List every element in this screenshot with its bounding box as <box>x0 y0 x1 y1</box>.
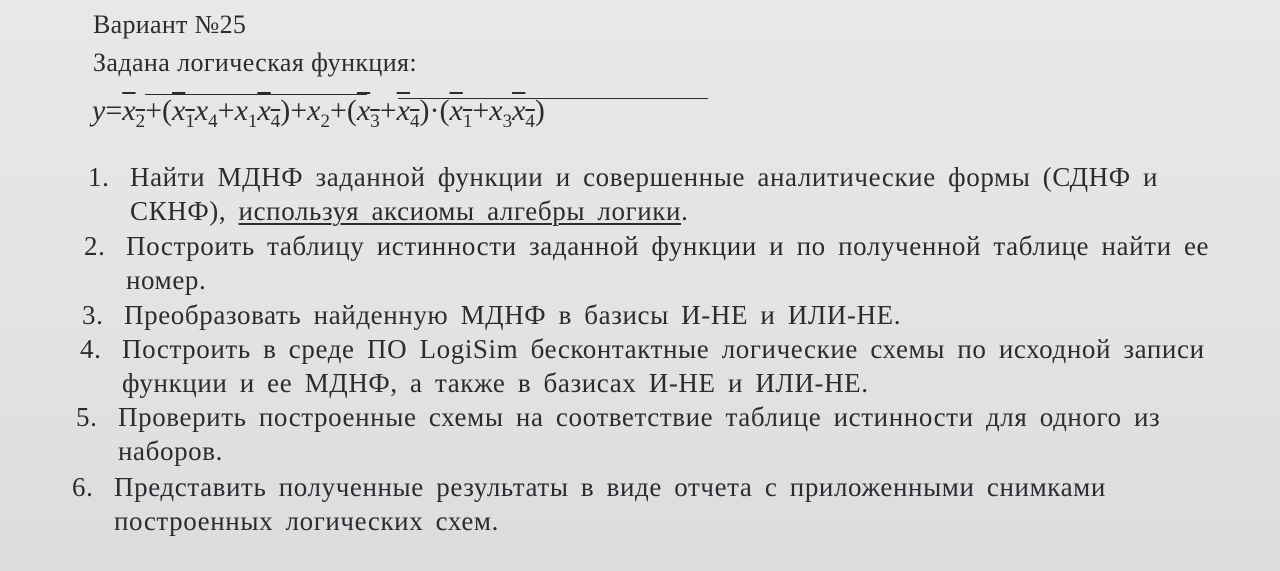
formula-negation-bar-first-group <box>145 94 367 95</box>
formula-equals: = <box>105 94 123 127</box>
formula-x2-negated: $x_2$ <box>122 94 146 132</box>
formula-y: y <box>92 94 106 127</box>
formula-x4-negated: $x_4$ <box>257 94 281 132</box>
task-text-line: Проверить построенные схемы на соответствие таблице истинности для одного из <box>118 402 1161 432</box>
task-number: 4. <box>80 334 102 364</box>
task-text-line: наборов. <box>118 436 223 466</box>
formula-x3-negated: $x_3$ <box>356 94 380 132</box>
variant-title: Вариант №25 <box>93 10 247 39</box>
formula-x1-negated: $x_1$ <box>449 94 473 132</box>
formula-plus: + <box>379 94 397 127</box>
formula-x4: $x_4$ <box>194 94 218 132</box>
task-item-3 <box>82 298 1232 332</box>
task-number: 3. <box>82 300 104 330</box>
formula-x4-negated: $x_4$ <box>396 94 420 132</box>
task-number: 1. <box>88 162 110 192</box>
formula-paren-close: ) <box>534 94 545 127</box>
task-item-6 <box>72 470 1232 538</box>
formula-x2: $x_2$ <box>307 94 330 132</box>
task-text-line: Представить полученные результаты в виде отчета с приложенными снимками <box>114 472 1106 502</box>
formula-plus: + <box>472 94 490 127</box>
task-text-line: СКНФ), используя аксиомы алгебры логики. <box>130 196 689 226</box>
task-text-line: Построить таблицу истинности заданной функции и по полученной таблице найти ее <box>126 231 1210 261</box>
task-text-line: функции и ее МДНФ, а также в базисах И-НЕ и ИЛИ-НЕ. <box>122 368 869 398</box>
task-text-line: построенных логических схем. <box>114 506 499 536</box>
formula-paren-close: ) <box>419 94 430 127</box>
task-number: 2. <box>84 231 106 261</box>
task-text-line: номер. <box>126 265 207 295</box>
task-number: 5. <box>76 402 98 432</box>
task-item-1 <box>88 160 1238 228</box>
formula-x1-negated: $x_1$ <box>172 94 195 132</box>
task-text-line: Преобразовать найденную МДНФ в базисы И-НЕ и ИЛИ-НЕ. <box>124 300 902 330</box>
task-text-line: Построить в среде ПО LogiSim бесконтактные логические схемы по исходной записи <box>122 334 1205 364</box>
formula-paren-open: ( <box>346 94 357 127</box>
formula-x3: $x_3$ <box>489 94 513 132</box>
logic-formula <box>92 94 545 132</box>
formula-negation-bar-second-group <box>398 98 708 99</box>
formula-paren-close: ) <box>280 94 291 127</box>
formula-plus: + <box>329 94 347 127</box>
formula-plus: + <box>217 94 235 127</box>
task-item-2 <box>84 229 1234 297</box>
formula-plus: + <box>145 94 162 127</box>
task-text-line: Найти МДНФ заданной функции и совершенные аналитические формы (СДНФ и <box>130 162 1159 192</box>
task-item-4 <box>80 332 1240 400</box>
formula-x1: $x_1$ <box>234 94 258 132</box>
formula-x4-negated: $x_4$ <box>512 94 535 132</box>
given-statement: Задана логическая функция: <box>93 48 418 77</box>
formula-paren-open: ( <box>439 94 450 127</box>
task-number: 6. <box>72 472 94 502</box>
formula-plus: + <box>290 94 308 127</box>
formula-dot: · <box>429 94 440 127</box>
task-item-5 <box>76 400 1236 468</box>
formula-paren-open: ( <box>162 94 172 127</box>
underlined-phrase: используя аксиомы алгебры логики <box>238 196 682 226</box>
